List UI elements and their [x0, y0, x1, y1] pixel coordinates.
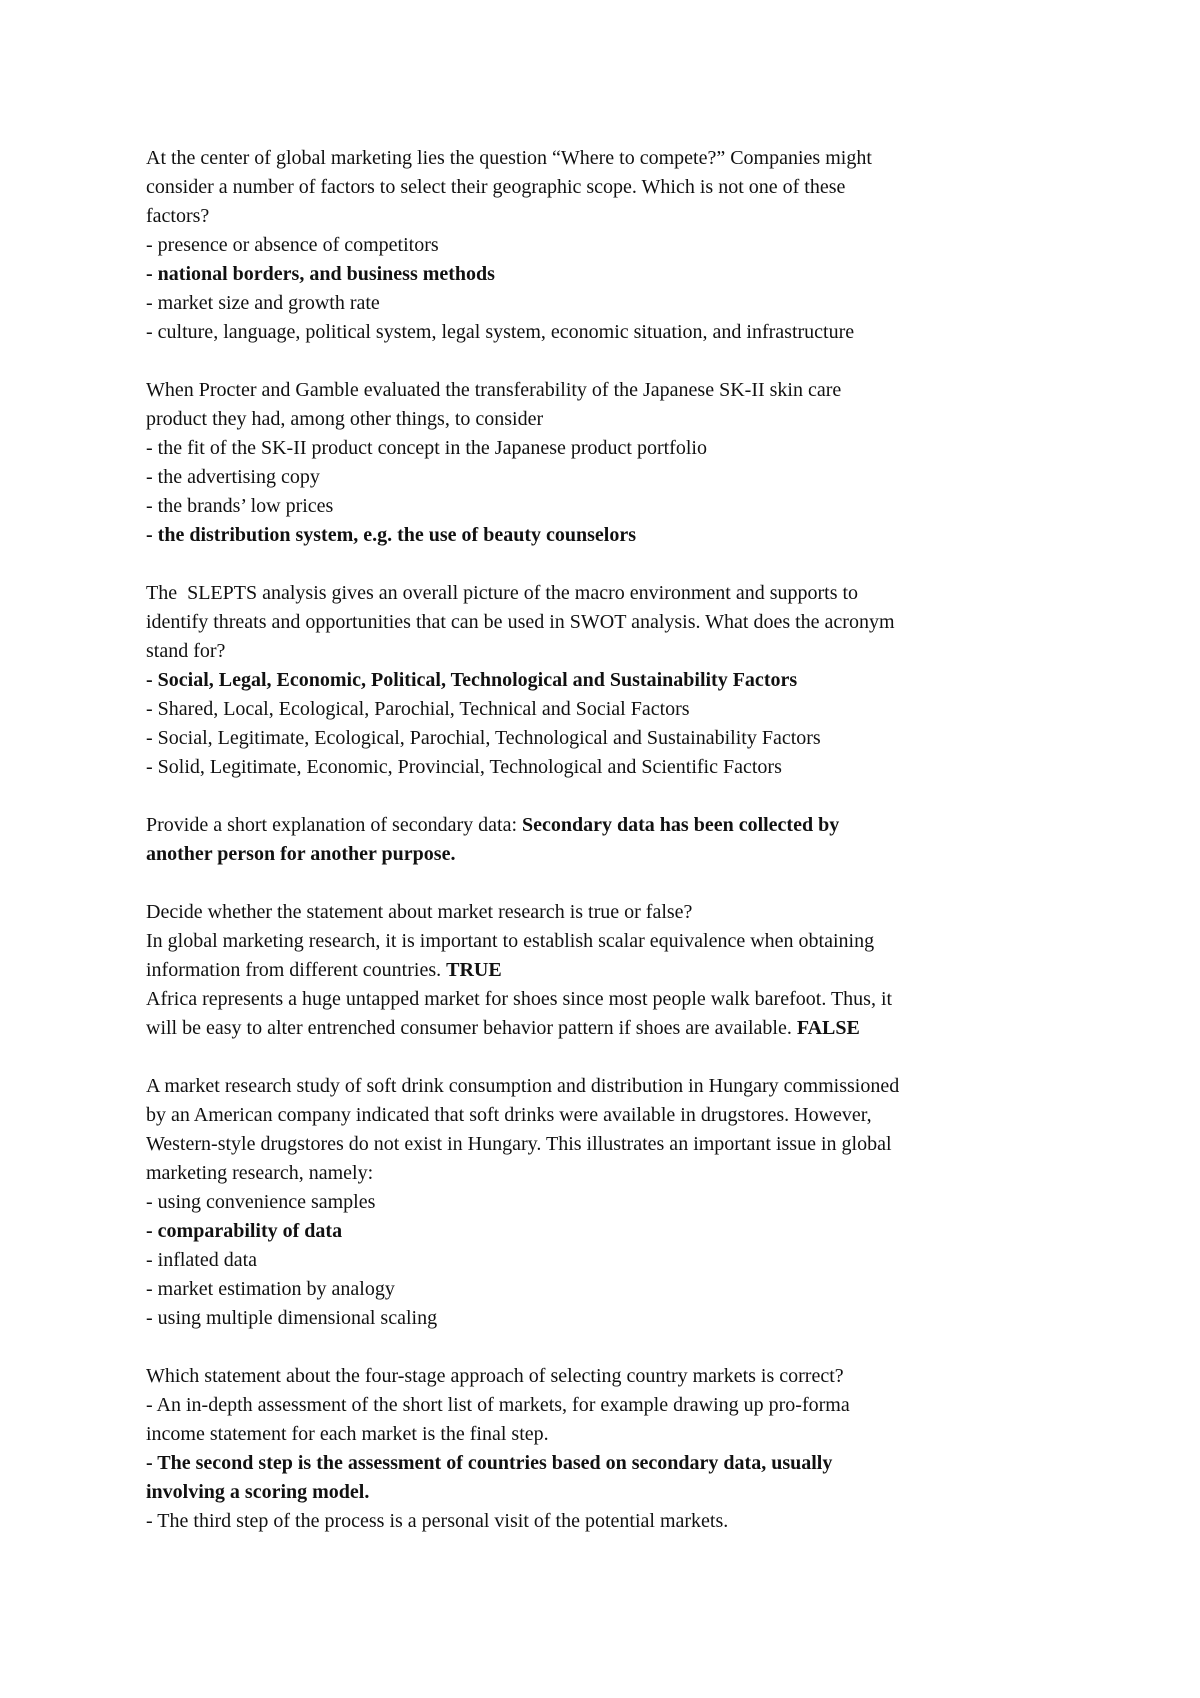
answer-option-correct: - comparability of data	[146, 1220, 343, 1242]
question-stem-line: by an American company indicated that soft drinks were available in drugstores. However,	[146, 1104, 872, 1126]
question-1	[146, 144, 1086, 347]
answer-option: - culture, language, political system, legal system, economic situation, and infrastructure	[146, 321, 855, 343]
statement-line: Africa represents a huge untapped market for shoes since most people walk barefoot. Thus, it	[146, 988, 893, 1010]
question-stem-line: When Procter and Gamble evaluated the transferability of the Japanese SK-II skin care	[146, 379, 842, 401]
answer-option: income statement for each market is the final step.	[146, 1423, 549, 1445]
question-stem-line: stand for?	[146, 640, 226, 662]
question-stem-line: Decide whether the statement about market research is true or false?	[146, 901, 693, 923]
question-6	[146, 1072, 1086, 1333]
answer-option-correct: - The second step is the assessment of countries based on secondary data, usually	[146, 1452, 833, 1474]
answer-option: - The third step of the process is a personal visit of the potential markets.	[146, 1510, 729, 1532]
answer-text: another person for another purpose.	[146, 843, 456, 865]
question-prompt: Provide a short explanation of secondary data:	[146, 814, 522, 836]
question-stem-line: marketing research, namely:	[146, 1162, 374, 1184]
statement-text: will be easy to alter entrenched consumer behavior pattern if shoes are available.	[146, 1017, 797, 1039]
answer-option: - Solid, Legitimate, Economic, Provincial, Technological and Scientific Factors	[146, 756, 782, 778]
answer-option: - market size and growth rate	[146, 292, 380, 314]
answer-true: TRUE	[446, 959, 502, 981]
answer-option: - using convenience samples	[146, 1191, 376, 1213]
statement-line	[146, 1014, 1086, 1043]
question-stem-line: identify threats and opportunities that can be used in SWOT analysis. What does the acronym	[146, 611, 895, 633]
answer-option: - Shared, Local, Ecological, Parochial, Technical and Social Factors	[146, 698, 690, 720]
answer-option: - An in-depth assessment of the short list of markets, for example drawing up pro-forma	[146, 1394, 850, 1416]
statement-line	[146, 956, 1086, 985]
answer-option: - the advertising copy	[146, 466, 320, 488]
question-stem-line: At the center of global marketing lies the question “Where to compete?” Companies might	[146, 147, 872, 169]
question-5	[146, 898, 1086, 1043]
answer-option: - using multiple dimensional scaling	[146, 1307, 438, 1329]
answer-option: - the fit of the SK-II product concept in the Japanese product portfolio	[146, 437, 707, 459]
answer-option: - presence or absence of competitors	[146, 234, 439, 256]
question-stem-line: Western-style drugstores do not exist in Hungary. This illustrates an important issue in global	[146, 1133, 892, 1155]
question-4	[146, 811, 1086, 869]
answer-text: Secondary data has been collected by	[522, 814, 840, 836]
answer-option-correct: - the distribution system, e.g. the use of beauty counselors	[146, 524, 636, 546]
question-stem-line: Which statement about the four-stage approach of selecting country markets is correct?	[146, 1365, 844, 1387]
answer-option: - inflated data	[146, 1249, 258, 1271]
answer-false: FALSE	[796, 1017, 860, 1039]
answer-option-correct: - national borders, and business methods	[146, 263, 495, 285]
answer-option: - market estimation by analogy	[146, 1278, 395, 1300]
question-stem-line: A market research study of soft drink consumption and distribution in Hungary commissioned	[146, 1075, 900, 1097]
statement-text: information from different countries.	[146, 959, 447, 981]
question-stem-line: factors?	[146, 205, 210, 227]
answer-option-correct: involving a scoring model.	[146, 1481, 370, 1503]
answer-option-correct: - Social, Legal, Economic, Political, Technological and Sustainability Factors	[146, 669, 798, 691]
question-line	[146, 811, 1086, 840]
question-stem-line: product they had, among other things, to consider	[146, 408, 544, 430]
question-2	[146, 376, 1086, 550]
answer-option: - Social, Legitimate, Ecological, Parochial, Technological and Sustainability Factors	[146, 727, 821, 749]
question-stem-line: consider a number of factors to select their geographic scope. Which is not one of these	[146, 176, 846, 198]
statement-line: In global marketing research, it is important to establish scalar equivalence when obtaining	[146, 930, 875, 952]
question-3	[146, 579, 1086, 782]
question-stem-line: The SLEPTS analysis gives an overall picture of the macro environment and supports to	[146, 582, 859, 604]
question-7	[146, 1362, 1086, 1536]
answer-option: - the brands’ low prices	[146, 495, 334, 517]
document-page	[146, 144, 1086, 1565]
